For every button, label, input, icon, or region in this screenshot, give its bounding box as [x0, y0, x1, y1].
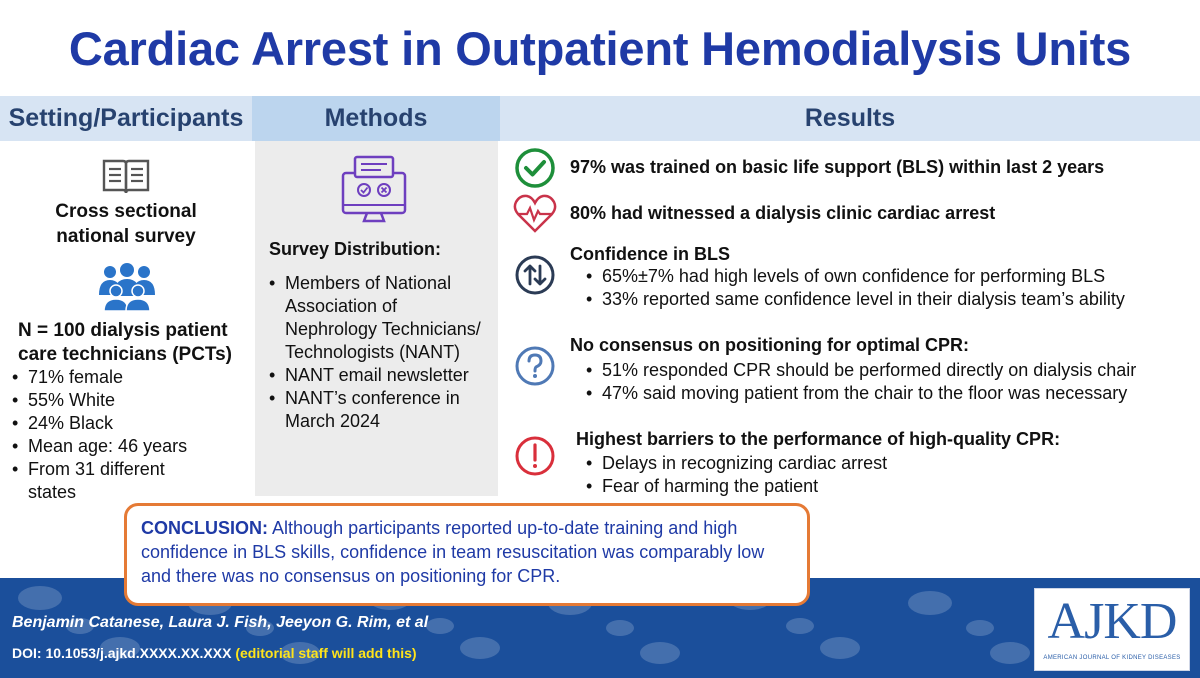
- consensus-list: [582, 359, 1192, 405]
- survey-type-line1: Cross sectional: [55, 201, 197, 222]
- logo-tagline: AMERICAN JOURNAL OF KIDNEY DISEASES: [1043, 655, 1181, 661]
- distribution-item: • NANT email newsletter: [265, 364, 493, 387]
- demographic-item: • From 31 different states: [8, 458, 208, 504]
- exclamation-icon: [514, 435, 556, 477]
- demographic-item: • Mean age: 46 years: [8, 435, 208, 458]
- people-group-icon: [98, 263, 156, 311]
- consensus-item: • 47% said moving patient from the chair to the floor was necessary: [582, 382, 1192, 405]
- barriers-title: Highest barriers to the performance of high-quality CPR:: [576, 429, 1061, 449]
- distribution-item: • NANT’s conference in March 2024: [265, 387, 493, 433]
- confidence-list: [582, 265, 1192, 311]
- distribution-item: • Members of National Association of Nephrology Technicians/ Technologists (NANT): [265, 272, 493, 364]
- barriers-list: [582, 452, 1192, 498]
- authors: Benjamin Catanese, Laura J. Fish, Jeeyon G. Rim, et al: [12, 614, 429, 631]
- methods-column: [255, 141, 498, 496]
- confidence-title: Confidence in BLS: [570, 244, 731, 264]
- sample-size-line1: N = 100 dialysis patient: [18, 320, 228, 341]
- checkmark-circle-icon: [514, 147, 556, 189]
- barrier-item: • Delays in recognizing cardiac arrest: [582, 452, 1192, 475]
- setting-header: Setting/Participants: [0, 96, 252, 141]
- conclusion-label: CONCLUSION:: [141, 518, 268, 538]
- conclusion-box: [124, 503, 810, 606]
- methods-header: Methods: [252, 96, 500, 141]
- consensus-title: No consensus on positioning for optimal CPR:: [570, 335, 969, 355]
- heartbeat-icon: [512, 193, 558, 235]
- distribution-list: [265, 272, 493, 433]
- up-down-arrows-icon: [514, 254, 556, 296]
- results-header: Results: [500, 96, 1200, 141]
- barrier-item: • Fear of harming the patient: [582, 475, 1192, 498]
- book-icon: [101, 157, 151, 197]
- conclusion-text: Although participants reported up-to-date training and high confidence in BLS skills, confidence in team resuscitation was comparably low and there was no consensus on positioning for CPR.: [141, 518, 765, 586]
- doi: [12, 645, 417, 661]
- doi-text: DOI: 10.1053/j.ajkd.XXXX.XX.XXX: [12, 645, 232, 661]
- bls-trained-result: 97% was trained on basic life support (BLS) within last 2 years: [570, 157, 1105, 177]
- page-title: Cardiac Arrest in Outpatient Hemodialysis Units: [68, 21, 1132, 75]
- witnessed-arrest-result: 80% had witnessed a dialysis clinic cardiac arrest: [570, 203, 996, 223]
- consensus-item: • 51% responded CPR should be performed directly on dialysis chair: [582, 359, 1192, 382]
- survey-type-line2: national survey: [56, 226, 196, 247]
- confidence-item: • 33% reported same confidence level in their dialysis team’s ability: [582, 288, 1192, 311]
- demographic-item: • 24% Black: [8, 412, 208, 435]
- demographic-item: • 55% White: [8, 389, 208, 412]
- question-mark-icon: [514, 345, 556, 387]
- doi-note: (editorial staff will add this): [235, 645, 417, 661]
- confidence-item: • 65%±7% had high levels of own confidence for performing BLS: [582, 265, 1192, 288]
- demographics-list: [8, 366, 208, 504]
- online-survey-icon: [341, 151, 407, 223]
- distribution-title: Survey Distribution:: [269, 239, 442, 259]
- ajkd-logo: [1034, 588, 1190, 671]
- demographic-item: • 71% female: [8, 366, 208, 389]
- sample-size-line2: care technicians (PCTs): [18, 344, 233, 365]
- logo-name: AJKD: [1047, 593, 1177, 650]
